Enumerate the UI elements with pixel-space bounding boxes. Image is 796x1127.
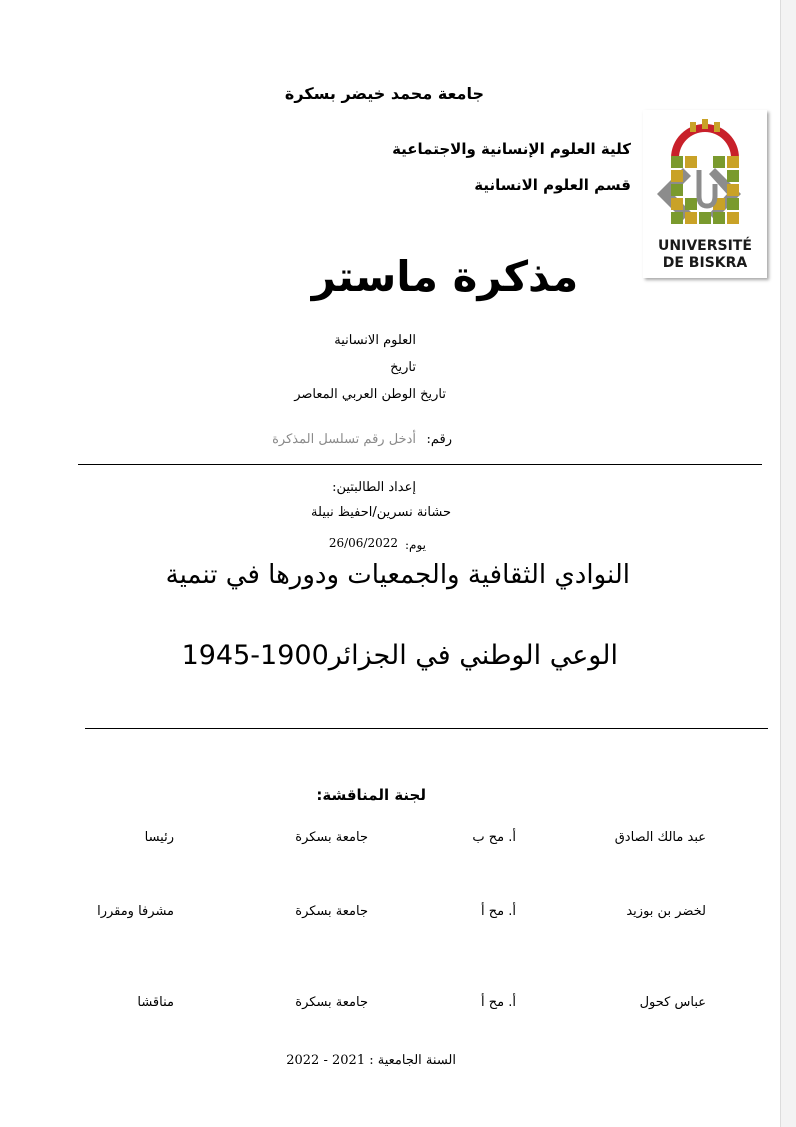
prepared-by-label: إعداد الطالبتين:	[332, 480, 416, 495]
jury-role: مناقشا	[137, 995, 174, 1010]
jury-role: مشرفا ومقررا	[97, 904, 174, 919]
logo-line1: UNIVERSITÉ	[658, 238, 752, 254]
jury-institution: جامعة بسكرة	[295, 830, 368, 845]
university-logo	[643, 110, 767, 278]
jury-row	[0, 904, 796, 928]
jury-grade: أ. مح أ	[481, 904, 516, 919]
jury-row	[0, 830, 796, 854]
university-name: جامعة محمد خيضر بسكرة	[284, 84, 484, 103]
jury-name: عباس كحول	[639, 995, 706, 1010]
branch-name: تاريخ	[390, 360, 416, 375]
jury-institution: جامعة بسكرة	[295, 904, 368, 919]
faculty-name: كلية العلوم الإنسانية والاجتماعية	[392, 140, 631, 158]
date-label: يوم:	[404, 538, 426, 552]
divider-bottom	[85, 728, 768, 729]
jury-row	[0, 995, 796, 1019]
jury-institution: جامعة بسكرة	[295, 995, 368, 1010]
student-names: حشانة نسرين/احفيظ نبيلة	[311, 505, 451, 520]
biskra-emblem-icon	[643, 110, 767, 278]
logo-line2: DE BISKRA	[662, 255, 748, 271]
serial-placeholder[interactable]: أدخل رقم تسلسل المذكرة	[272, 432, 416, 447]
jury-grade: أ. مح أ	[481, 995, 516, 1010]
memo-title: مذكرة ماستر	[311, 252, 579, 301]
field-name: العلوم الانسانية	[334, 333, 416, 348]
page-edge	[780, 0, 796, 1127]
jury-name: لخضر بن بوزيد	[626, 904, 706, 919]
divider-top	[78, 464, 762, 465]
date-value: 26/06/2022	[328, 536, 398, 550]
academic-year: السنة الجامعية : 2021 - 2022	[286, 1053, 456, 1068]
jury-role: رئيسا	[144, 830, 174, 845]
specialty-name: تاريخ الوطن العربي المعاصر	[294, 387, 446, 402]
department-name: قسم العلوم الانسانية	[474, 176, 631, 194]
serial-label: رقم:	[426, 432, 452, 447]
jury-name: عبد مالك الصادق	[614, 830, 706, 845]
jury-title: لجنة المناقشة:	[316, 786, 426, 804]
jury-grade: أ. مح ب	[472, 830, 516, 845]
thesis-title-line1: النوادي الثقافية والجمعيات ودورها في تنمية	[165, 560, 630, 590]
thesis-title-line2: الوعي الوطني في الجزائر1900-1945	[181, 640, 618, 671]
